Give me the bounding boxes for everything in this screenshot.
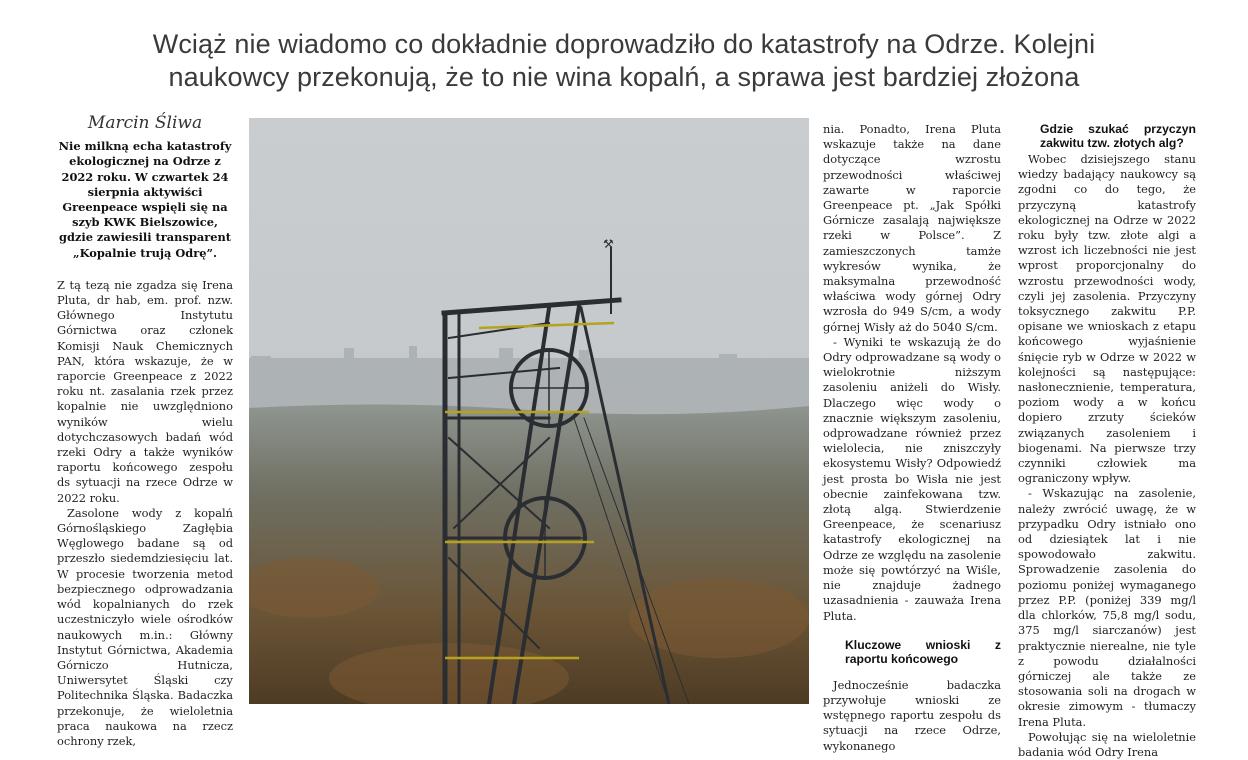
mine-shaft-photo [249,118,809,704]
column-3-subheading: Kluczowe wnioski z raportu końcowego [845,637,1001,666]
column-3-paragraph-3: Jednocześnie badaczka przywołuje wnioski ze wstępnego raportu zespołu ds sytuacji na rzece Odrze, wykonanego [823,677,1001,753]
column-1 [57,113,233,749]
column-3 [823,122,1001,754]
author-byline: Marcin Śliwa [87,113,203,133]
svg-text:⚒: ⚒ [603,237,614,251]
headline-line-2: naukowcy przekonują, że to nie wina kopalń, a sprawa jest bardziej złożona [168,62,1080,92]
column-1-paragraph-1: Z tą tezą nie zgadza się Irena Pluta, dr hab, em. prof. nzw. Głównego Instytutu Górnictwa oraz członek Komisji Nauk Chemicznych PAN, która wskazuje, że w raporcie Greenpeace z 2022 roku nt. zasalania rzek przez kopalnie nie uwzględniono wyników wielu dotychczasowych badań wód rzeki Odry a także wyników raportu końcowego zespołu ds sytuacji na rzece Odrze w 2022 roku. [57,277,233,505]
column-4-paragraph-3: Powołując się na wieloletnie badania wód Odry Irena [1018,729,1196,759]
column-1-paragraph-2: Zasolone wody z kopalń Górnośląskiego Zagłębia Węglowego badane są od przeszło siedemdziesięciu lat. W procesie tworzenia metod bezpiecznego odprowadzania wód kopalnianych do rzek uczestniczyło wiele ośrodków naukowych m.in.: Główny Instytut Górnictwa, Akademia Górniczo Hutnicza, Uniwersytet Śląski czy Politechnika Śląska. Badaczka przekonuje, że wieloletnia praca naukowa na rzecz ochrony rzek, [57,505,233,748]
article-lead: Nie milkną echa katastrofy ekologicznej na Odrze z 2022 roku. W czwartek 24 sierpnia aktywiści Greenpeace wspięli się na szyb KWK Bielszowice, gdzie zawiesili transparent „Kopalnie trują Odrę”. [58,139,232,260]
column-4-subheading: Gdzie szukać przyczyn zakwitu tzw. złotych alg? [1040,122,1196,150]
column-4-paragraph-2: - Wskazując na zasolenie, należy zwrócić uwagę, że w przypadku Odry istniało ono od dziesiątek lat i nie spowodowało zakwitu. Sprowadzenie zasolenia do poziomu poniżej wymaganego przez P.P. (poniżej 339 mg/l dla chlorków, 75,8 mg/l sodu, 375 mg/l siarczanów) jest praktycznie nierealne, nie tyle z powodu działalności górniczej ale także ze stosowania soli na drogach w okresie zimowym - tłumaczy Irena Pluta. [1018,486,1196,729]
column-4 [1018,122,1196,760]
column-3-paragraph-1: nia. Ponadto, Irena Pluta wskazuje także na dane dotyczące wzrostu przewodności właściwej zawarte w raporcie Greenpeace pt. „Jak Spółki Górnicze zasalają największe rzeki w Polsce”. Z zamieszczonych tamże wykresów wynika, że maksymalna przewodność właściwa wody górnej Odry wzrosła do 949 S/cm, a wody górnej Wisły aż do 5040 S/cm. [823,122,1001,334]
article-headline [40,28,1208,94]
headline-line-1: Wciąż nie wiadomo co dokładnie doprowadziło do katastrofy na Odrze. Kolejni [152,29,1096,59]
column-3-paragraph-2: - Wyniki te wskazują że do Odry odprowadzane są wody o wielokrotnie niższym zasoleniu aniżeli do Wisły. Dlaczego więc wody o znacznie większym zasoleniu, odprowadzane również przez wielolecia, nie zniszczyły ekosystemu Wisły? Odpowiedź jest prosta bo Wisła nie jest obecnie zainfekowana tzw. złotą algą. Stwierdzenie Greenpeace, że scenariusz katastrofy ekologicznej na Odrze ze względu na zasolenie może się powtórzyć na Wiśle, nie znajduje żadnego uzasadnienia - zauważa Irena Pluta. [823,334,1001,623]
column-4-paragraph-1: Wobec dzisiejszego stanu wiedzy badający naukowcy są zgodni co do tego, że przyczyną katastrofy ekologicznej na Odrze w 2022 roku były tzw. złote algi a wzrost ich liczebności nie jest wprost proporcjonalny do wzrostu przewodności wody, czyli jej zasolenia. Przyczyny toksycznego zakwitu P.P. opisane we wnioskach z etapu końcowego wyjaśnienie śnięcie ryb w Odrze w 2022 w kolejności są następujące: nasłonecznienie, temperatura, poziom wody a w końcu dopiero zrzuty ścieków związanych zasoleniem i biogenami. Na pierwsze trzy czynniki człowiek ma ograniczony wpływ. [1018,152,1196,486]
